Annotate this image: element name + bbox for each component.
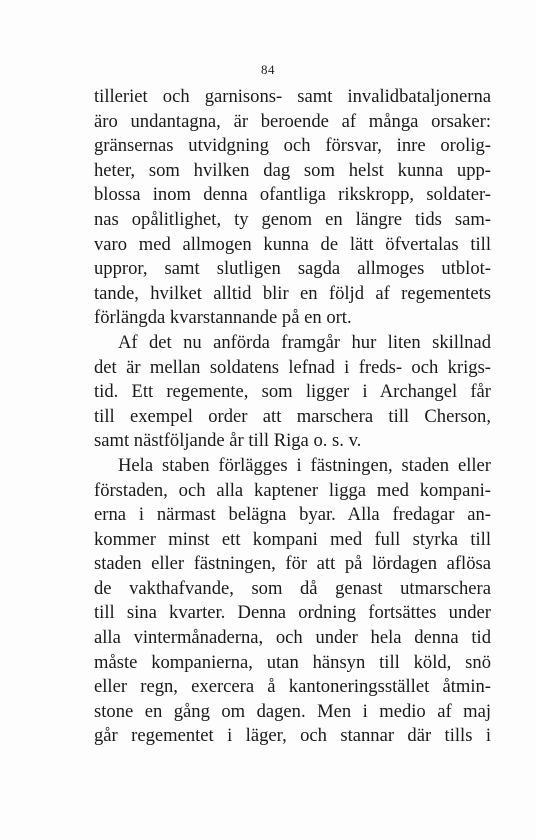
page-number: 84	[261, 62, 275, 77]
text-line: varo med allmogen kunna de lätt öfvertalas till	[94, 233, 491, 255]
text-line: måste kompanierna, utan hänsyn till köld, snö	[94, 651, 491, 673]
text-line: till sina kvarter. Denna ordning fortsättes under	[94, 602, 491, 624]
text-line: nas opålitlighet, ty genom en längre tids sam-	[94, 208, 491, 230]
text-line: uppror, samt slutligen sagda allmoges utblot-	[94, 258, 491, 280]
text-line: Af det nu anförda framgår hur liten skillnad	[118, 331, 491, 353]
text-line: tande, hvilket alltid blir en följd af regementets	[94, 282, 491, 304]
text-line: förstaden, och alla kaptener ligga med kompani-	[94, 479, 491, 501]
text-line: kommer minst ett kompani med full styrka till	[94, 528, 491, 550]
text-line: heter, som hvilken dag som helst kunna upp-	[94, 159, 491, 181]
text-line: det är mellan soldatens lefnad i freds- och krigs-	[94, 356, 491, 378]
text-line: erna i närmast belägna byar. Alla fredagar an-	[94, 504, 491, 526]
text-line: alla vintermånaderna, och under hela denna tid	[94, 627, 491, 649]
text-line: eller regn, exercera å kantoneringsstället åtmin-	[94, 676, 491, 698]
text-line: går regementet i läger, och stannar där tills i	[94, 725, 491, 747]
text-line: äro undantagna, är beroende af många orsaker:	[94, 110, 491, 132]
text-line: tid. Ett regemente, som ligger i Archangel får	[94, 381, 491, 403]
text-line: förlängda kvarstannande på en ort.	[94, 307, 352, 329]
text-line: Hela staben förlägges i fästningen, staden eller	[118, 454, 491, 476]
text-line: samt nästföljande år till Riga o. s. v.	[94, 430, 362, 452]
text-line: de vakthafvande, som då genast utmarschera	[94, 577, 491, 599]
text-line: gränsernas utvidgning och försvar, inre orolig-	[94, 135, 491, 157]
text-line: staden eller fästningen, för att på lördagen aflösa	[94, 553, 491, 575]
text-line: blossa inom denna ofantliga rikskropp, soldater-	[94, 184, 491, 206]
body-text	[94, 85, 491, 749]
text-line: till exempel order att marschera till Cherson,	[94, 405, 491, 427]
text-line: stone en gång om dagen. Men i medio af maj	[94, 700, 491, 722]
text-line: tilleriet och garnisons- samt invalidbataljonerna	[94, 86, 491, 107]
